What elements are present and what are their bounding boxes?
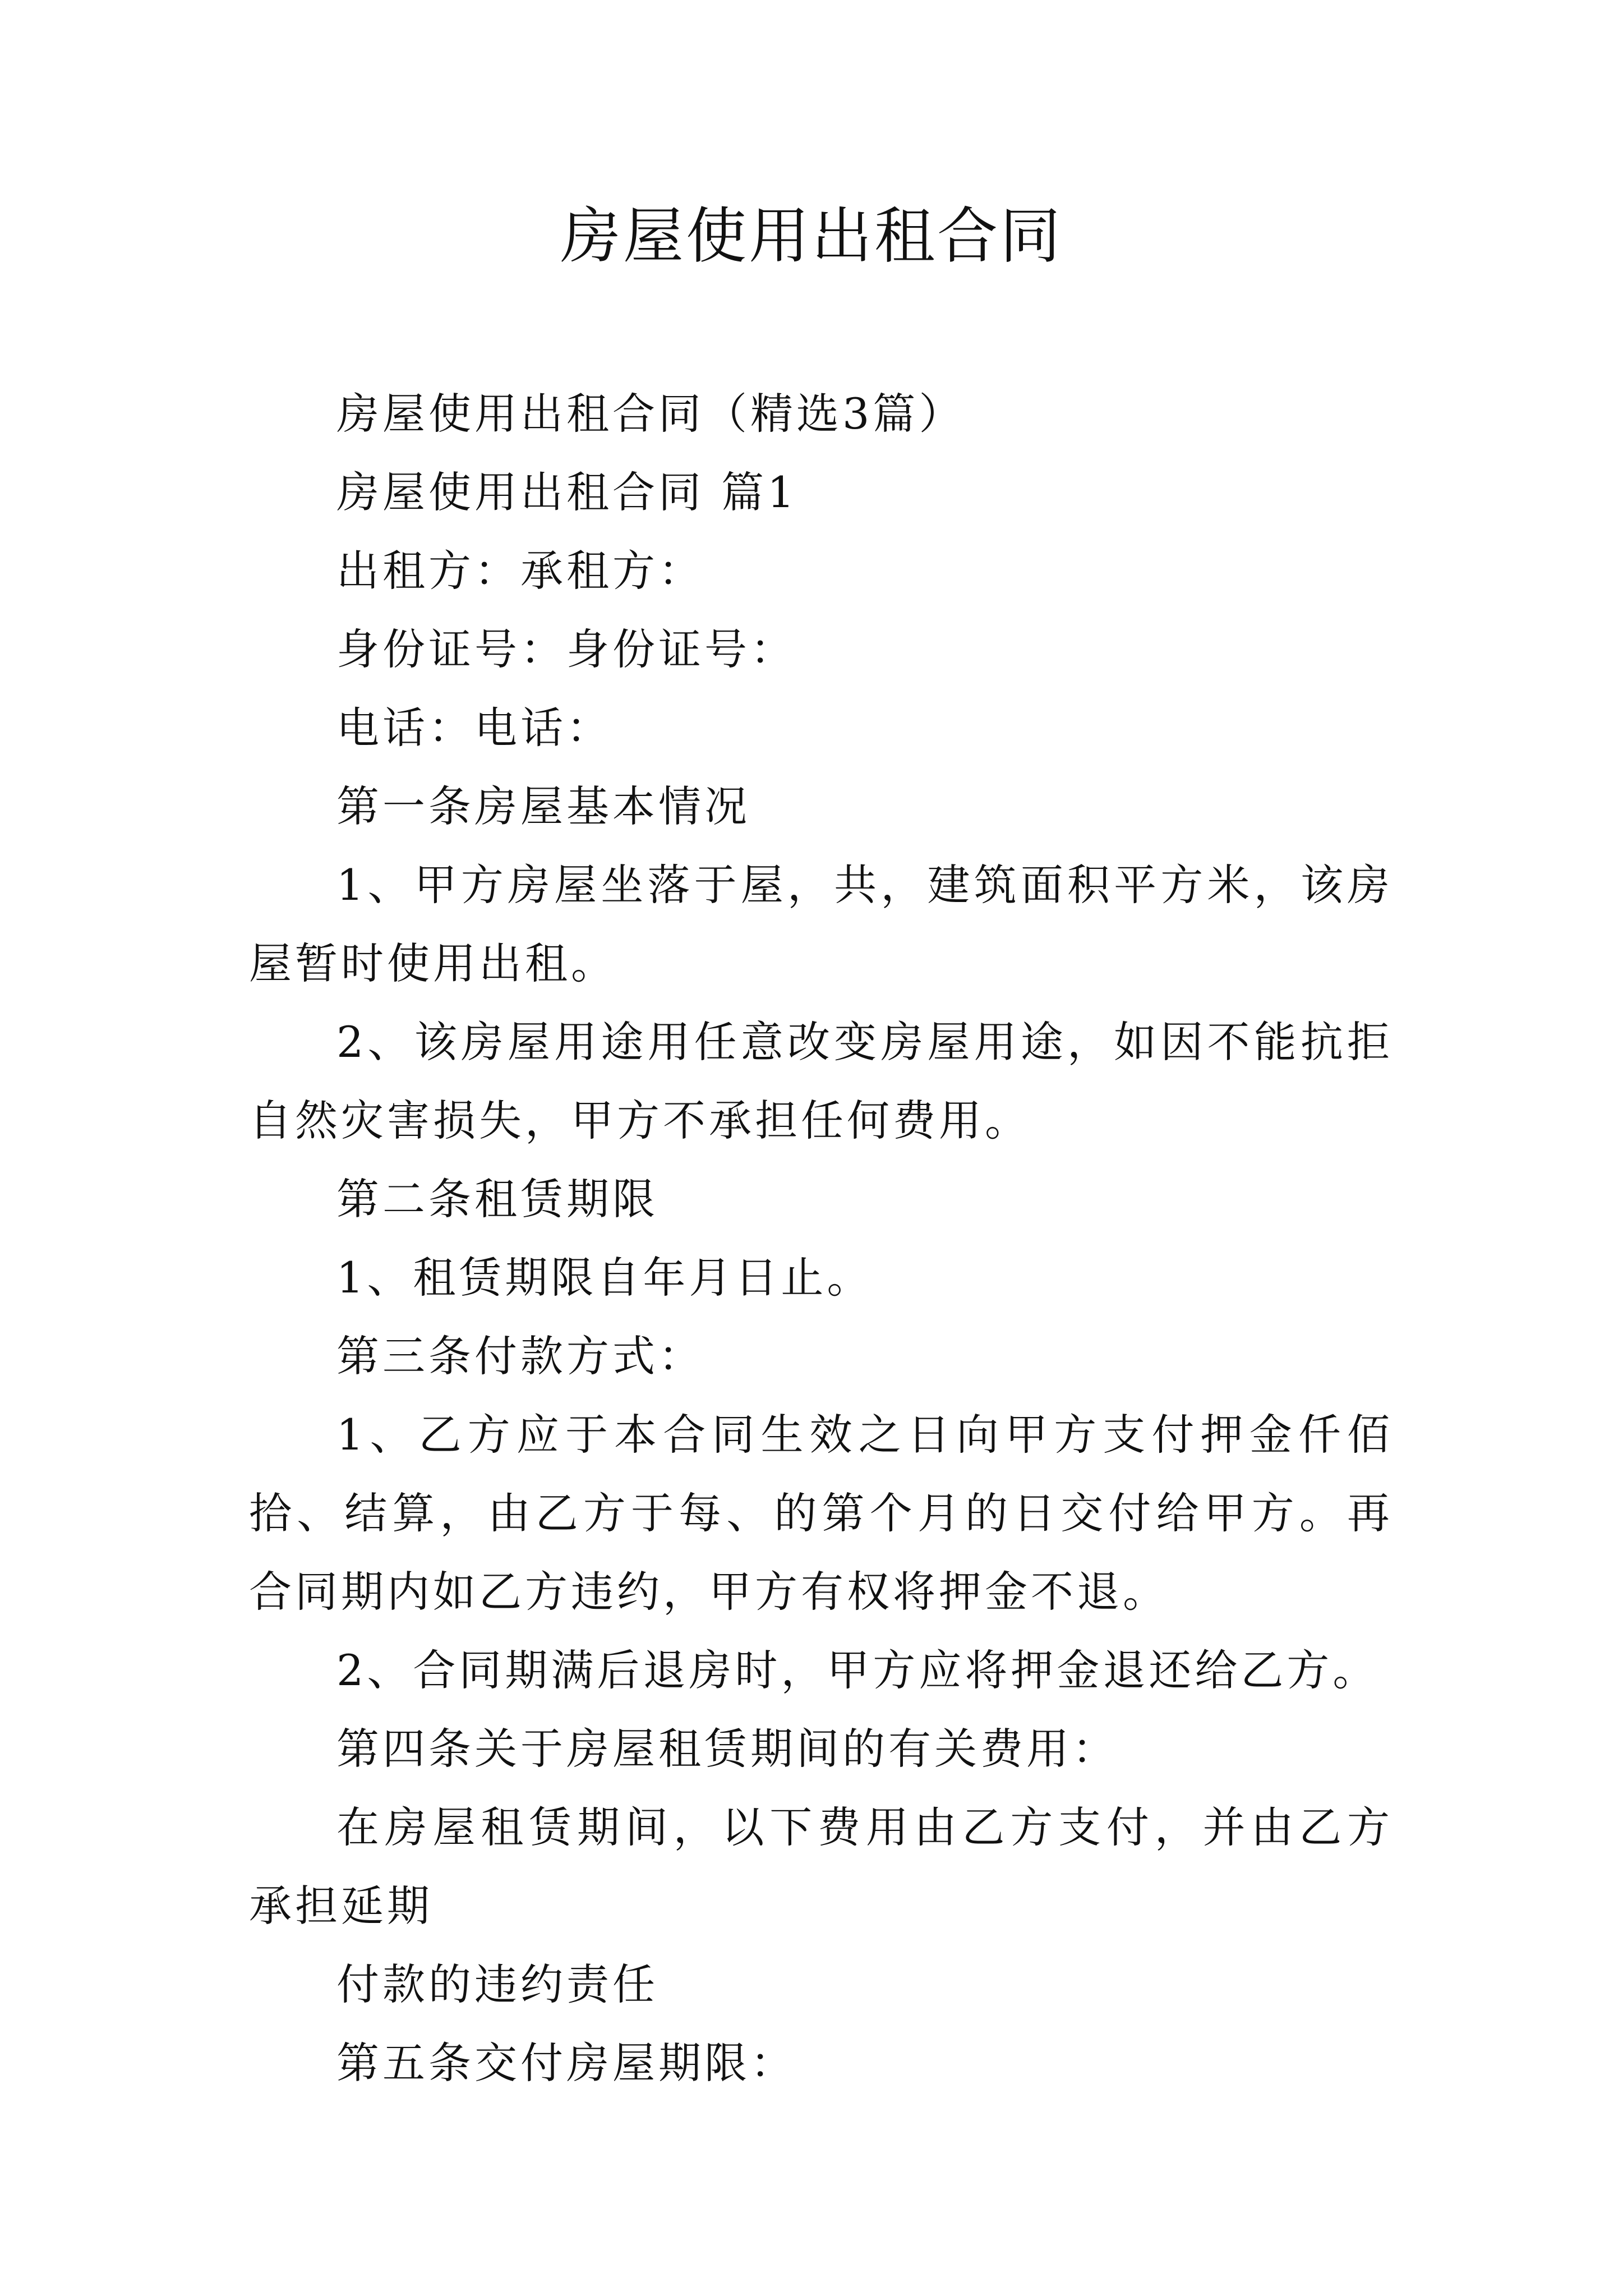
article-3-clause-1: 1、乙方应于本合同生效之日向甲方支付押金仟佰拾、结算，由乙方于每、的第个月的日交付给甲方。再合同期内如乙方违约，甲方有权将押金不退。: [249, 1410, 1393, 1617]
article-2-heading: 第二条租赁期限: [336, 1174, 658, 1224]
article-2-clause-1: 1、租赁期限自年月日止。: [336, 1253, 873, 1303]
article-1-clause-1: 1、甲方房屋坐落于屋，共，建筑面积平方米，该房屋暂时使用出租。: [249, 860, 1393, 988]
article-1-clause-2: 2、该房屋用途用任意改变房屋用途，如因不能抗拒自然灾害损失，甲方不承担任何费用。: [249, 1017, 1393, 1145]
article-3-heading: 第三条付款方式：: [336, 1331, 704, 1381]
document-body: [249, 375, 1393, 2102]
article-4-text: 在房屋租赁期间，以下费用由乙方支付，并由乙方承担延期: [249, 1802, 1393, 1931]
article-5-heading: 第五条交付房屋期限：: [336, 2038, 796, 2088]
article-3-clause-2: 2、合同期满后退房时，甲方应将押金退还给乙方。: [336, 1645, 1379, 1695]
paragraph-subtitle: 房屋使用出租合同（精选3篇）: [336, 389, 965, 439]
article-4-heading: 第四条关于房屋租赁期间的有关费用：: [336, 1724, 1118, 1774]
paragraph-parties: 出租方：承租方：: [336, 546, 704, 596]
paragraph-id-numbers: 身份证号：身份证号：: [336, 624, 796, 674]
article-4-text-continued: 付款的违约责任: [336, 1959, 658, 2009]
paragraph-phones: 电话：电话：: [336, 703, 612, 753]
article-1-heading: 第一条房屋基本情况: [336, 781, 750, 831]
paragraph-part-heading: 房屋使用出租合同 篇1: [336, 467, 798, 517]
document-title: 房屋使用出租合同: [560, 201, 1063, 272]
